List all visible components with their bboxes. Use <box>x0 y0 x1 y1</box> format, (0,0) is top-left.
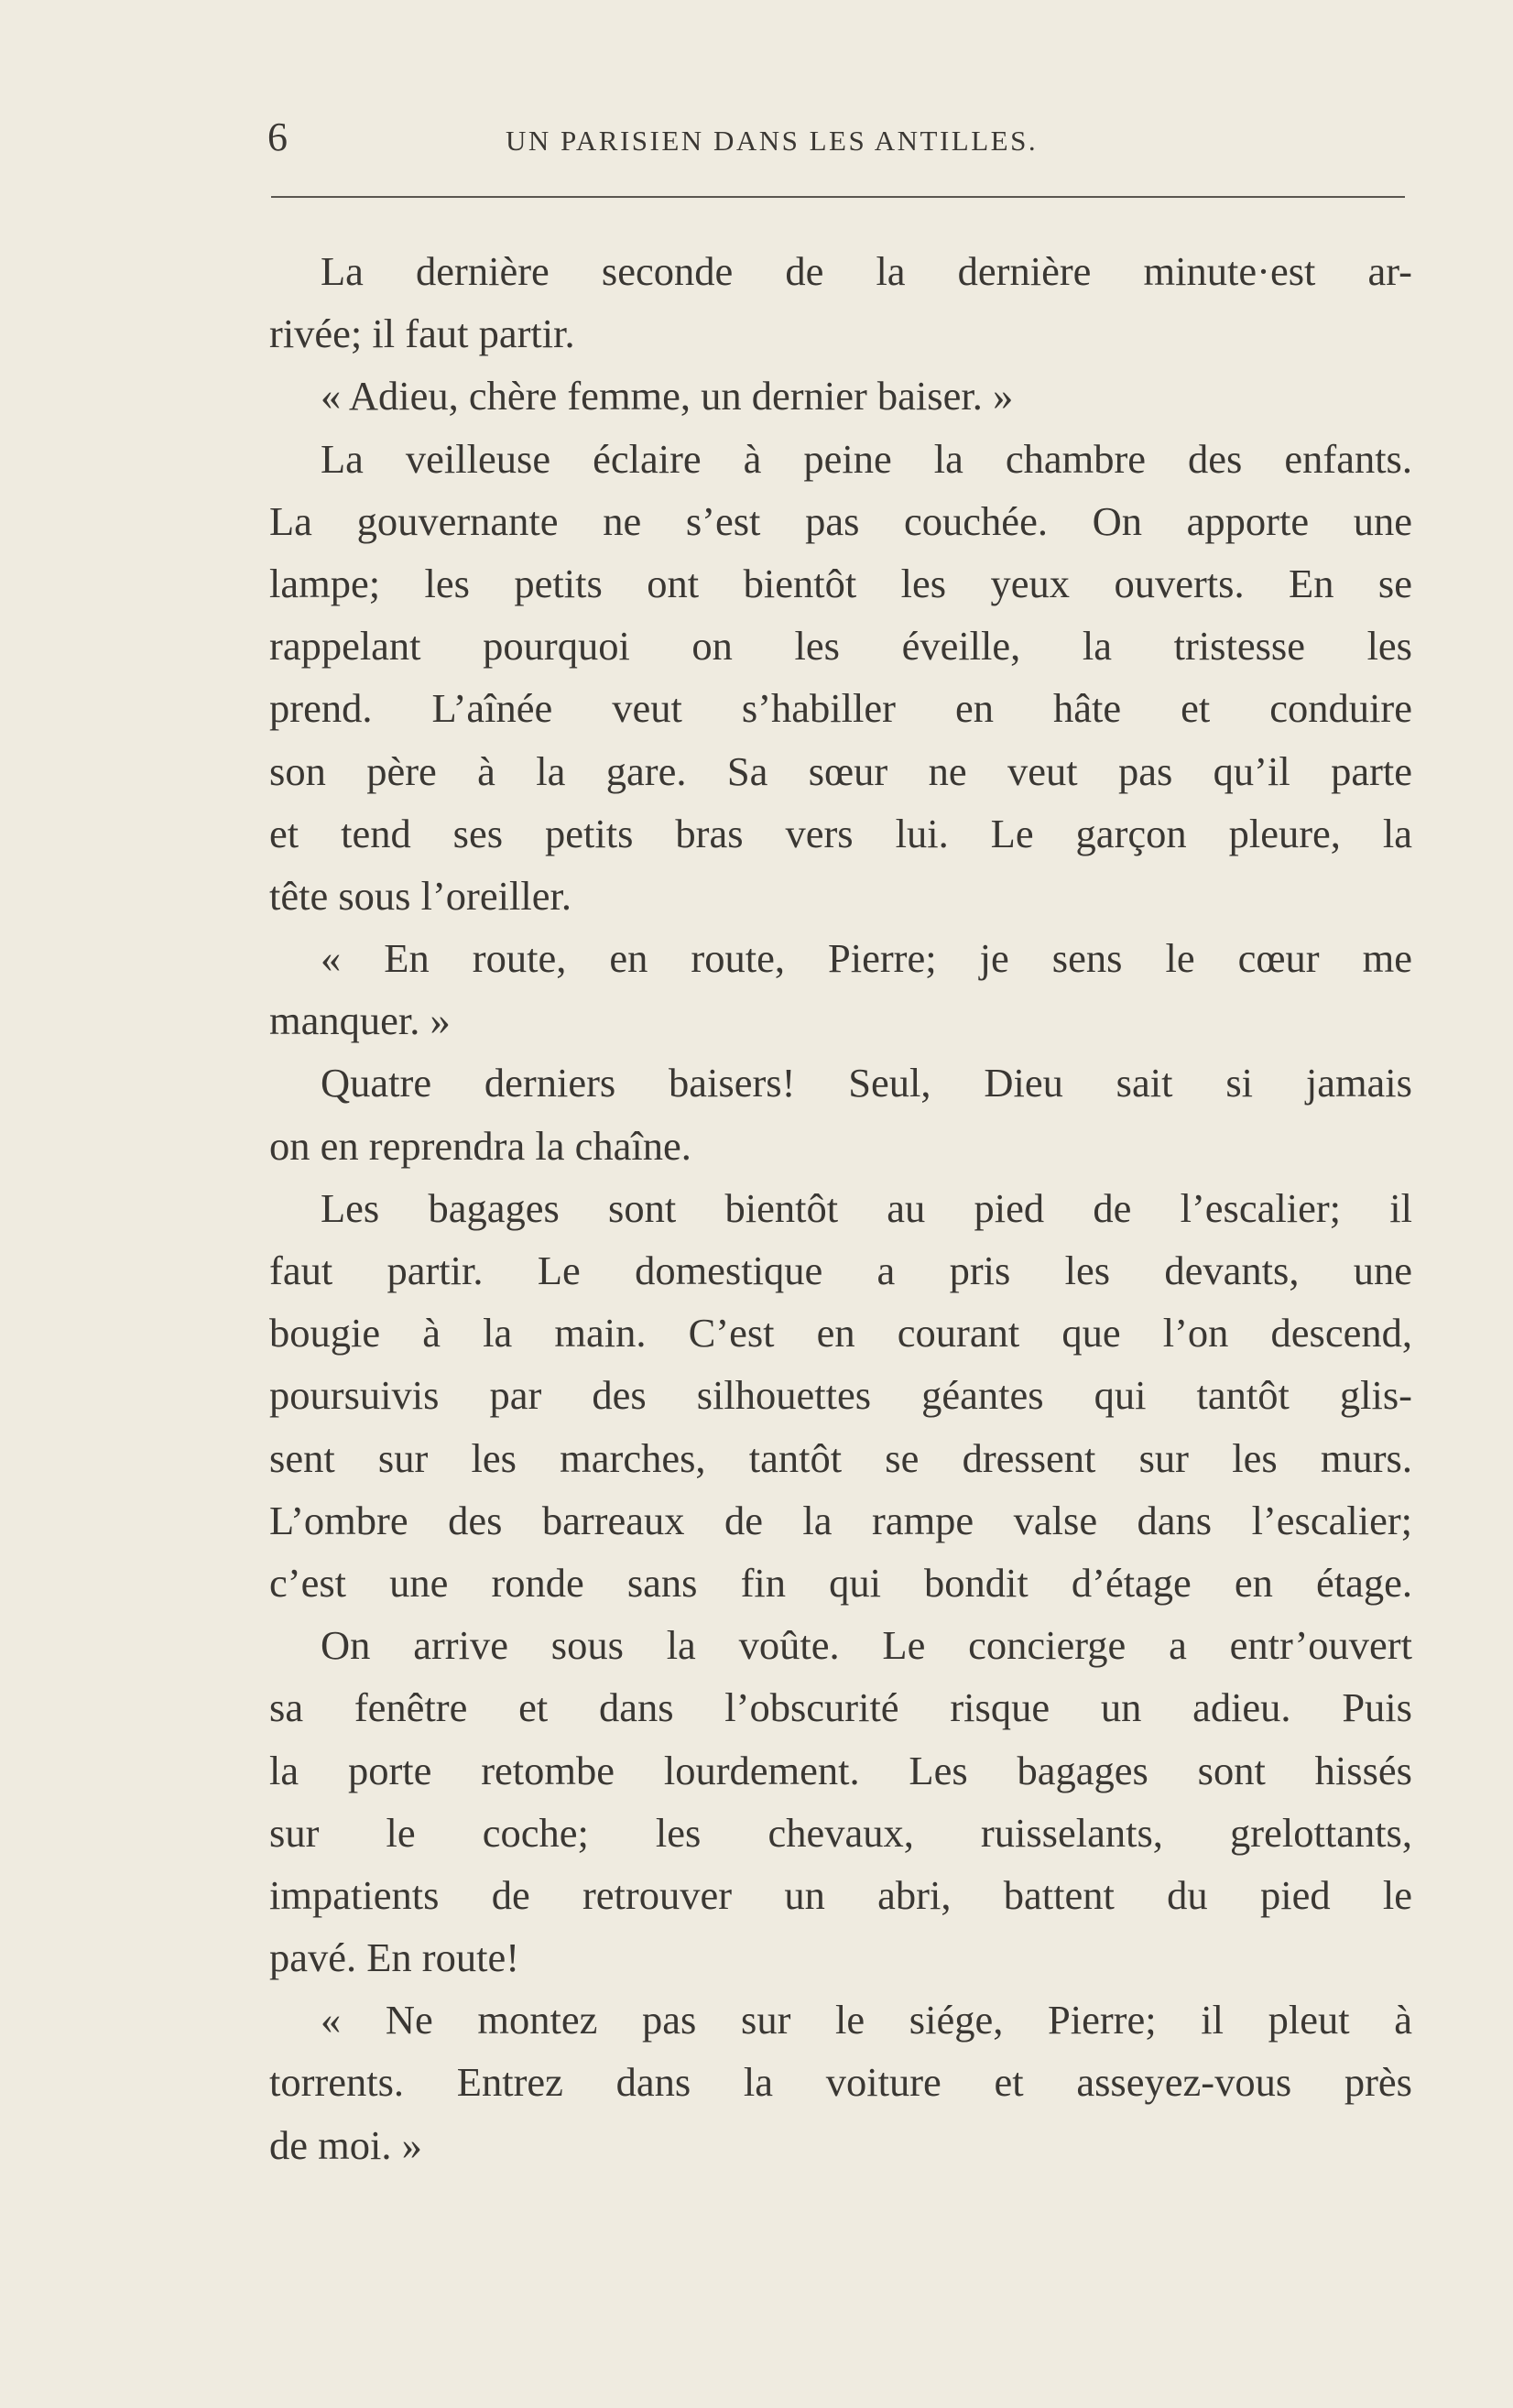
text-line: sur le coche; les chevaux, ruisselants, grelottants, <box>269 1809 1412 1856</box>
text-line: pavé. En route! <box>269 1934 520 1981</box>
header-rule <box>271 196 1405 198</box>
text-line: c’est une ronde sans fin qui bondit d’étage en étage. <box>269 1559 1412 1606</box>
body-text <box>269 240 1412 2176</box>
text-line: faut partir. Le domestique a pris les devants, une <box>269 1248 1412 1293</box>
text-line: rivée; il faut partir. <box>269 311 575 357</box>
text-line: poursuivis par des silhouettes géantes qui tantôt glis- <box>269 1372 1412 1419</box>
text-line: On arrive sous la voûte. Le concierge a entr’ouvert <box>321 1622 1412 1669</box>
text-line: la porte retombe lourdement. Les bagages sont hissés <box>269 1747 1412 1793</box>
text-line: bougie à la main. C’est en courant que l’on descend, <box>269 1310 1412 1357</box>
text-line: manquer. » <box>269 997 451 1044</box>
text-line: de moi. » <box>269 2121 422 2168</box>
text-line: rappelant pourquoi on les éveille, la tristesse les <box>269 623 1412 670</box>
text-line: prend. L’aînée veut s’habiller en hâte et conduire <box>269 685 1412 732</box>
running-head <box>267 110 1403 165</box>
text-line: torrents. Entrez dans la voiture et asseyez-vous près <box>269 2059 1412 2106</box>
text-line: lampe; les petits ont bientôt les yeux ouverts. En se <box>269 560 1412 606</box>
text-line: et tend ses petits bras vers lui. Le garçon pleure, la <box>269 810 1412 856</box>
text-line: La veilleuse éclaire à peine la chambre des enfants. <box>321 435 1412 482</box>
text-line: sent sur les marches, tantôt se dressent sur les murs. <box>269 1434 1412 1481</box>
text-line: son père à la gare. Sa sœur ne veut pas qu’il parte <box>269 747 1412 794</box>
text-line: sa fenêtre et dans l’obscurité risque un adieu. Puis <box>269 1684 1412 1731</box>
page-number: 6 <box>267 114 288 159</box>
text-line: La dernière seconde de la dernière minute·est ar- <box>321 248 1412 294</box>
text-line: Les bagages sont bientôt au pied de l’escalier; il <box>321 1184 1412 1231</box>
text-line: on en reprendra la chaîne. <box>269 1122 691 1169</box>
text-line: tête sous l’oreiller. <box>269 872 571 919</box>
text-line: Quatre derniers baisers! Seul, Dieu sait si jamais <box>321 1060 1412 1106</box>
text-line: « Ne montez pas sur le siége, Pierre; il pleut à <box>321 1997 1412 2043</box>
text-line: impatients de retrouver un abri, battent du pied le <box>269 1871 1412 1918</box>
text-line: La gouvernante ne s’est pas couchée. On apporte une <box>269 497 1412 544</box>
text-line: L’ombre des barreaux de la rampe valse dans l’escalier; <box>269 1497 1412 1543</box>
running-title: UN PARISIEN DANS LES ANTILLES. <box>506 125 1039 157</box>
text-line: « Adieu, chère femme, un dernier baiser. » <box>321 373 1014 419</box>
text-line: « En route, en route, Pierre; je sens le cœur me <box>321 935 1412 982</box>
